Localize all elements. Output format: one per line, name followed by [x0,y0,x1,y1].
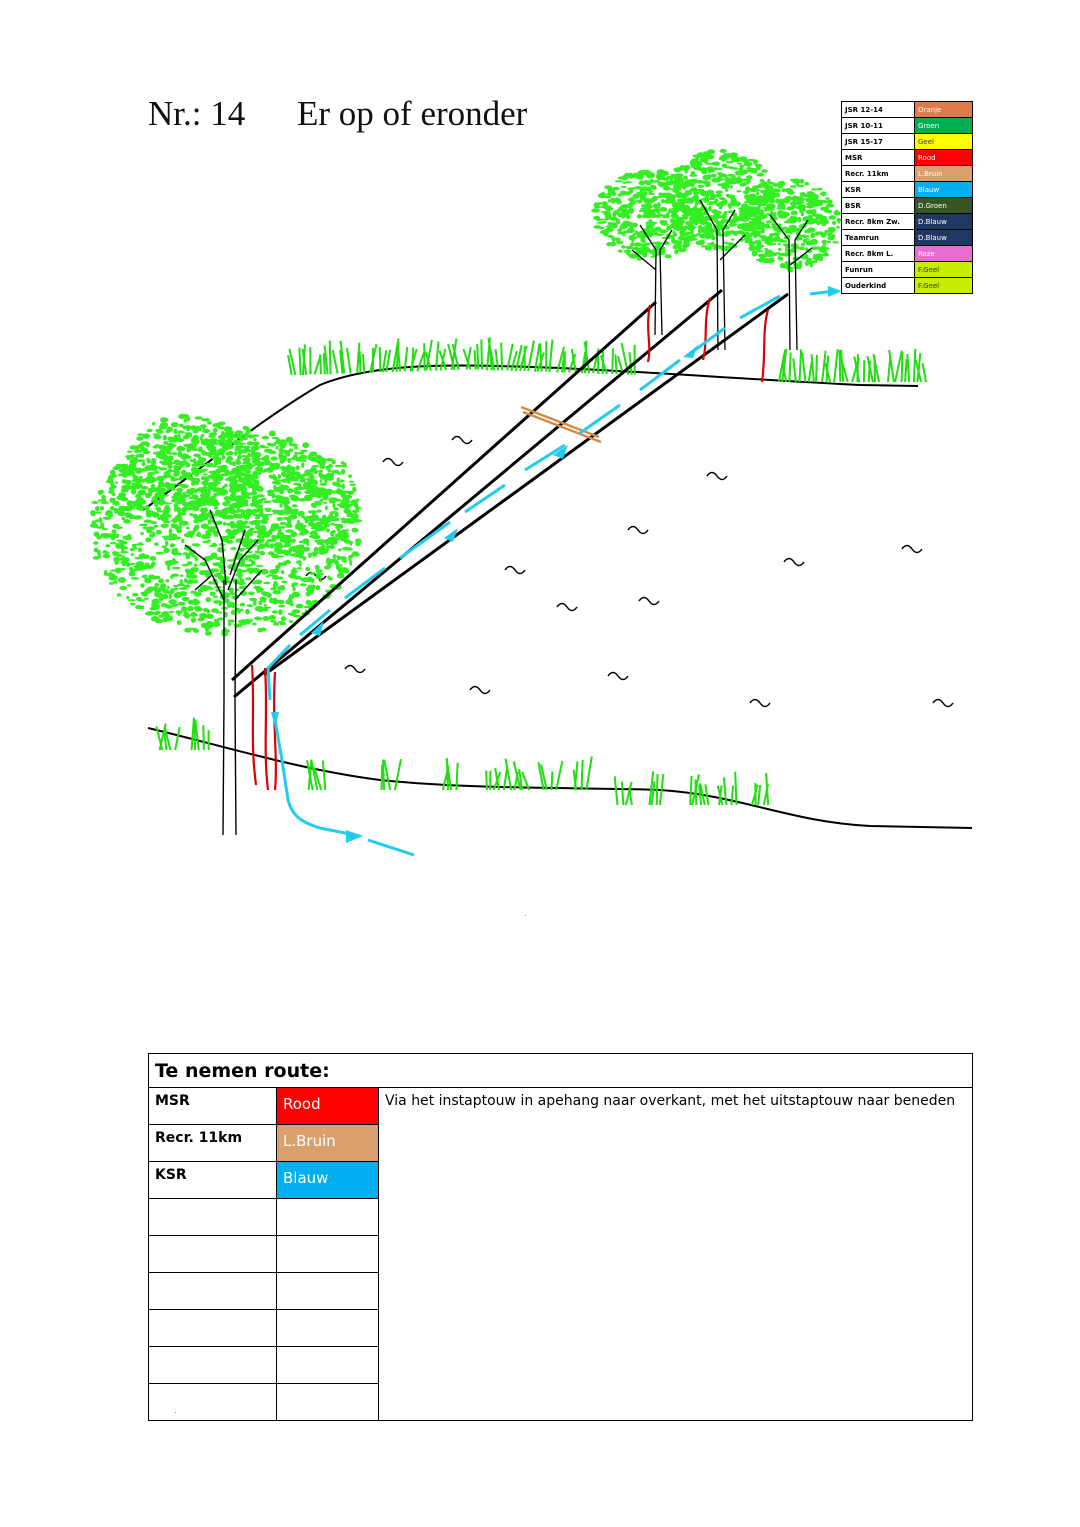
arrow-icon [346,830,363,843]
water-wave-icon [902,546,922,553]
route-name [149,1199,277,1236]
legend-color-name: Roze [915,246,973,262]
water-wave-icon [639,598,659,605]
legend-color-name: Geel [915,134,973,150]
grass-tuft-icon [690,774,708,805]
grass-tuft-icon [649,771,663,805]
grass-tuft-icon [288,344,306,375]
route-name [149,1384,277,1421]
legend-route-name: Funrun [842,262,915,278]
water-wave-icon [784,559,804,566]
route-color [277,1347,379,1384]
grass-tuft-icon [840,350,860,382]
legend-color-name: Blauw [915,182,973,198]
grass-tuft-icon [156,724,179,750]
route-color [277,1236,379,1273]
grass-tuft-icon [793,349,817,382]
route-row [149,1088,973,1125]
grass-tuft-icon [192,718,209,750]
arrow-icon [683,345,698,358]
route-color [277,1384,379,1421]
route-name: MSR [149,1088,277,1125]
near-bank-line [148,728,972,828]
legend-color-name: L.Bruin [915,166,973,182]
route-name [149,1273,277,1310]
route-color [277,1199,379,1236]
route-color: L.Bruin [277,1125,379,1162]
page-title: Er op of eronder [297,94,528,133]
water-wave-icon [383,459,403,466]
legend-color-name: D.Groen [915,198,973,214]
arrow-icon [271,712,279,727]
grass-tuft-icon [752,773,768,805]
water-wave-icon [933,700,953,707]
grass-tuft-icon [381,759,400,790]
legend-route-name: Ouderkind [842,278,915,294]
water-wave-icon [750,700,770,707]
legend-route-name: JSR 10-11 [842,118,915,134]
grass-tuft-icon [888,350,903,382]
grass-tuft-icon [864,354,879,382]
route-name [149,1236,277,1273]
water-wave-icon [452,437,472,444]
grass-tuft-icon [615,776,632,805]
grass-tuft-icon [905,349,926,382]
grass-tuft-icon [822,349,838,382]
route-name: KSR [149,1162,277,1199]
water-wave-icon [707,473,727,480]
grass-tuft-icon [380,339,399,372]
legend-color-name: F.Geel [915,278,973,294]
route-table [148,1053,973,1421]
grass-tuft-icon [779,349,791,382]
legend-route-name: MSR [842,150,915,166]
route-table-header: Te nemen route: [149,1054,973,1088]
legend-color-name: Rood [915,150,973,166]
grass-tuft-icon [574,757,592,790]
page-title-number: Nr.: 14 [148,94,246,133]
legend-route-name: KSR [842,182,915,198]
water-wave-icon [345,666,365,673]
route-color [277,1273,379,1310]
tree-icon-right-group [591,149,841,350]
route-description: Via het instaptouw in apehang naar overkant, met het uitstaptouw naar beneden [379,1088,973,1421]
water-wave-icon [628,527,648,534]
legend-color-name: Oranje [915,102,973,118]
legend-route-name: Recr. 8km L. [842,246,915,262]
legend-color-name: Groen [915,118,973,134]
water-wave-icon [470,687,490,694]
legend-route-name: Recr. 11km [842,166,915,182]
grass-tuft-icon [307,760,325,790]
route-name [149,1310,277,1347]
legend-color-name: D.Blauw [915,214,973,230]
grass-tuft-icon [506,759,529,790]
legend-color-name: F.Geel [915,262,973,278]
legend-route-name: BSR [842,198,915,214]
legend-route-name: JSR 12-14 [842,102,915,118]
route-name: Recr. 11km [149,1125,277,1162]
legend-route-name: JSR 15-17 [842,134,915,150]
route-color: Blauw [277,1162,379,1199]
route-color [277,1310,379,1347]
legend-route-name: Recr. 8km Zw. [842,214,915,230]
grass-tuft-icon [310,340,330,374]
route-color: Rood [277,1088,379,1125]
legend-route-name: Teamrun [842,230,915,246]
grass-tuft-icon [357,343,376,373]
water-waves [306,437,953,707]
arrow-icon [828,286,842,297]
grass-tuft-icon [333,341,351,374]
legend-color-name: D.Blauw [915,230,973,246]
water-wave-icon [505,567,525,574]
water-wave-icon [557,604,577,611]
grass-tuft-icon [538,761,562,790]
route-name [149,1347,277,1384]
water-wave-icon [608,673,628,680]
